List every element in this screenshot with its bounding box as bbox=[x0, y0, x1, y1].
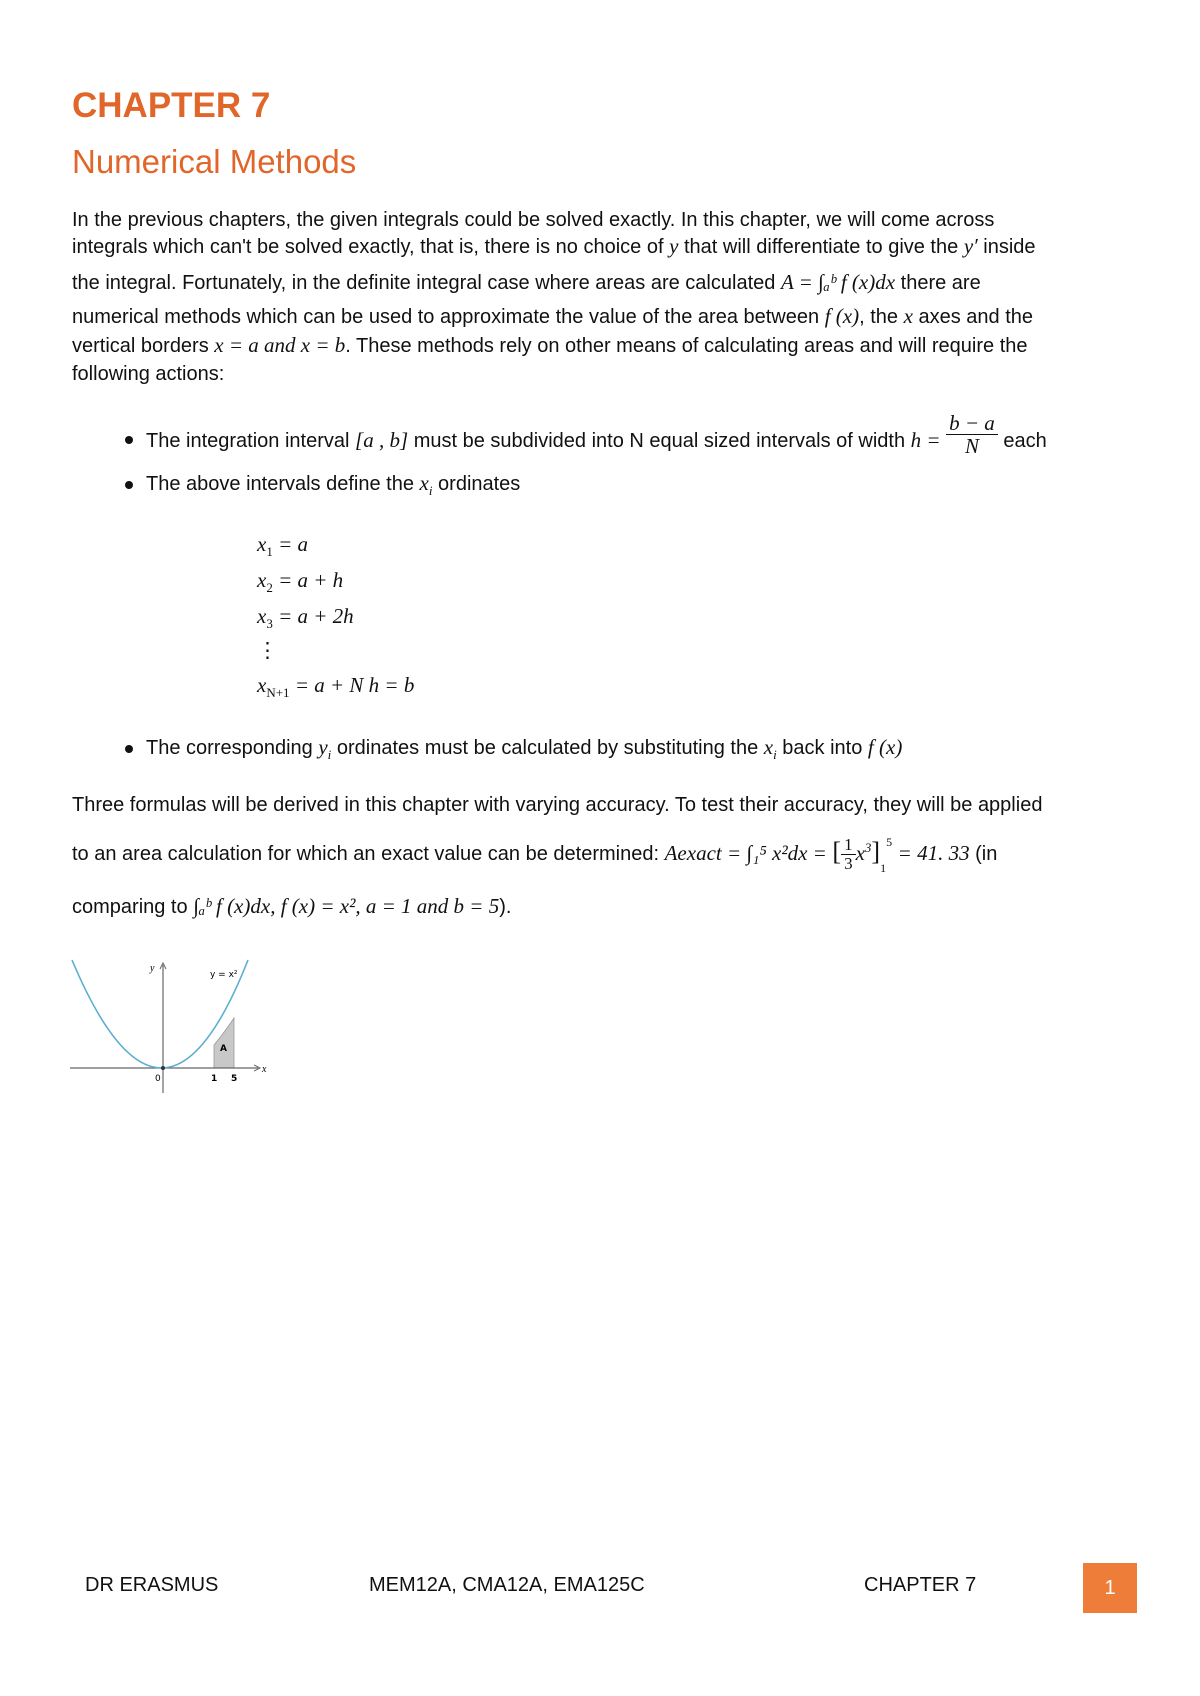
math-y-prime: y′ bbox=[963, 234, 978, 258]
bullet-text: back into bbox=[782, 737, 863, 759]
bullet-text: ordinates bbox=[438, 473, 521, 495]
math-borders: x = a and x = b bbox=[214, 333, 346, 357]
math-x: x bbox=[903, 304, 913, 328]
footer-chapter: CHAPTER 7 bbox=[864, 1574, 977, 1596]
intro-text: numerical methods which can be used to approximate the value of the area between bbox=[72, 306, 820, 328]
footer-courses: MEM12A, CMA12A, EMA125C bbox=[369, 1574, 645, 1596]
summary-text: (in bbox=[975, 843, 998, 865]
curve-label: y = x² bbox=[210, 970, 238, 980]
intro-text: axes and the bbox=[918, 306, 1033, 328]
bullet-text: The above intervals define the bbox=[146, 473, 414, 495]
intro-text: , the bbox=[859, 306, 899, 328]
bullet-dot bbox=[125, 745, 133, 753]
intro-line-5 bbox=[72, 333, 1028, 358]
fraction-numerator: 1 bbox=[841, 836, 856, 855]
math-compare: ∫ₐᵇ f (x)dx, f (x) = x², a = 1 and b = 5 bbox=[193, 894, 500, 918]
intro-line-4 bbox=[72, 304, 1033, 329]
limit-upper: 5 bbox=[886, 835, 893, 849]
intro-line-6: following actions: bbox=[72, 363, 225, 385]
intro-text: that will differentiate to give the bbox=[684, 236, 959, 258]
math-fx: f (x) bbox=[824, 304, 860, 328]
ordinate-expr: = a + N h = b bbox=[294, 673, 415, 697]
bullet-1 bbox=[146, 411, 1047, 459]
bullet-text: must be subdivided into N equal sized intervals of width bbox=[413, 429, 906, 452]
math-third-fraction bbox=[841, 836, 856, 873]
intro-text: there are bbox=[900, 272, 981, 294]
ordinate-x1: $x_1 = a$ bbox=[257, 532, 308, 560]
math-y: y bbox=[669, 234, 679, 258]
math-area-integral: A = ∫ₐᵇ f (x)dx bbox=[780, 270, 896, 294]
chapter-heading: CHAPTER 7 bbox=[72, 86, 271, 125]
bullet-text: The integration interval bbox=[146, 429, 350, 452]
math-yi: $y_i$ bbox=[318, 735, 332, 763]
origin-point bbox=[161, 1066, 165, 1070]
math-xi: $x_i$ bbox=[419, 471, 433, 499]
math-h-fraction bbox=[946, 412, 998, 457]
ordinate-x2: $x_2 = a + h$ bbox=[257, 568, 344, 596]
page-number: 1 bbox=[1083, 1563, 1137, 1613]
bullet-text: The corresponding bbox=[146, 737, 313, 759]
math-exact-lhs: Aexact = ∫₁⁵ x²dx = bbox=[664, 841, 827, 865]
intro-text: . These methods rely on other means of calculating areas and will require the bbox=[345, 335, 1028, 357]
summary-line-3 bbox=[72, 894, 511, 919]
bullet-2 bbox=[146, 471, 520, 499]
math-fx: f (x) bbox=[867, 735, 903, 759]
ordinate-expr: = a bbox=[278, 532, 308, 556]
bullet-3 bbox=[146, 735, 902, 763]
intro-text: inside bbox=[983, 236, 1036, 258]
intro-text: integrals which can't be solved exactly, that is, there is no choice of bbox=[72, 236, 664, 258]
summary-text: ). bbox=[499, 896, 512, 918]
parabola-graph bbox=[70, 955, 290, 1095]
bracket-open: [ bbox=[832, 837, 842, 866]
tick-label-0: 0 bbox=[155, 1074, 161, 1084]
tick-label-1: 1 bbox=[211, 1074, 218, 1084]
summary-line-2 bbox=[72, 836, 997, 873]
ordinate-expr: = a + 2h bbox=[278, 604, 354, 628]
intro-line-1: In the previous chapters, the given integrals could be solved exactly. In this chapter, we will come across bbox=[72, 209, 995, 231]
fraction-numerator: b − a bbox=[946, 412, 998, 435]
bracket-close: ] bbox=[871, 837, 881, 866]
ordinate-dots: ⋮ bbox=[257, 638, 278, 662]
ordinate-expr: = a + h bbox=[278, 568, 344, 592]
ordinate-x3: $x_3 = a + 2h$ bbox=[257, 604, 354, 632]
x-axis-label: x bbox=[262, 1064, 267, 1075]
intro-line-3 bbox=[72, 270, 981, 295]
bullet-dot bbox=[125, 481, 133, 489]
fraction-denominator: 3 bbox=[844, 854, 853, 874]
intro-text: vertical borders bbox=[72, 335, 209, 357]
tick-label-5: 5 bbox=[231, 1074, 238, 1084]
math-interval: [a , b] bbox=[355, 427, 409, 452]
summary-line-1: Three formulas will be derived in this chapter with varying accuracy. To test their accuracy, they will be applied bbox=[72, 794, 1043, 816]
section-title: Numerical Methods bbox=[72, 143, 357, 180]
math-h-eq: h = bbox=[910, 427, 941, 452]
math-x-cubed: $x^3$ bbox=[855, 840, 872, 865]
intro-line-2 bbox=[72, 234, 1036, 259]
bullet-text: ordinates must be calculated by substituting the bbox=[336, 737, 759, 759]
summary-text: comparing to bbox=[72, 896, 188, 918]
area-label: A bbox=[220, 1044, 227, 1054]
y-axis-label: y bbox=[150, 963, 155, 974]
ordinate-xn1: $x_{N+1} = a + N$ h = b bbox=[257, 673, 415, 701]
bullet-dot bbox=[125, 436, 133, 444]
limit-lower: 1 bbox=[880, 861, 887, 875]
bullet-text: each bbox=[1003, 429, 1047, 452]
fraction-denominator: N bbox=[964, 434, 979, 459]
summary-text: to an area calculation for which an exact value can be determined: bbox=[72, 843, 660, 865]
intro-text: the integral. Fortunately, in the definite integral case where areas are calculated bbox=[72, 272, 776, 294]
math-xi: $x_i$ bbox=[763, 735, 777, 763]
math-exact-rhs: = 41. 33 bbox=[897, 841, 970, 865]
footer-author: DR ERASMUS bbox=[85, 1574, 219, 1596]
